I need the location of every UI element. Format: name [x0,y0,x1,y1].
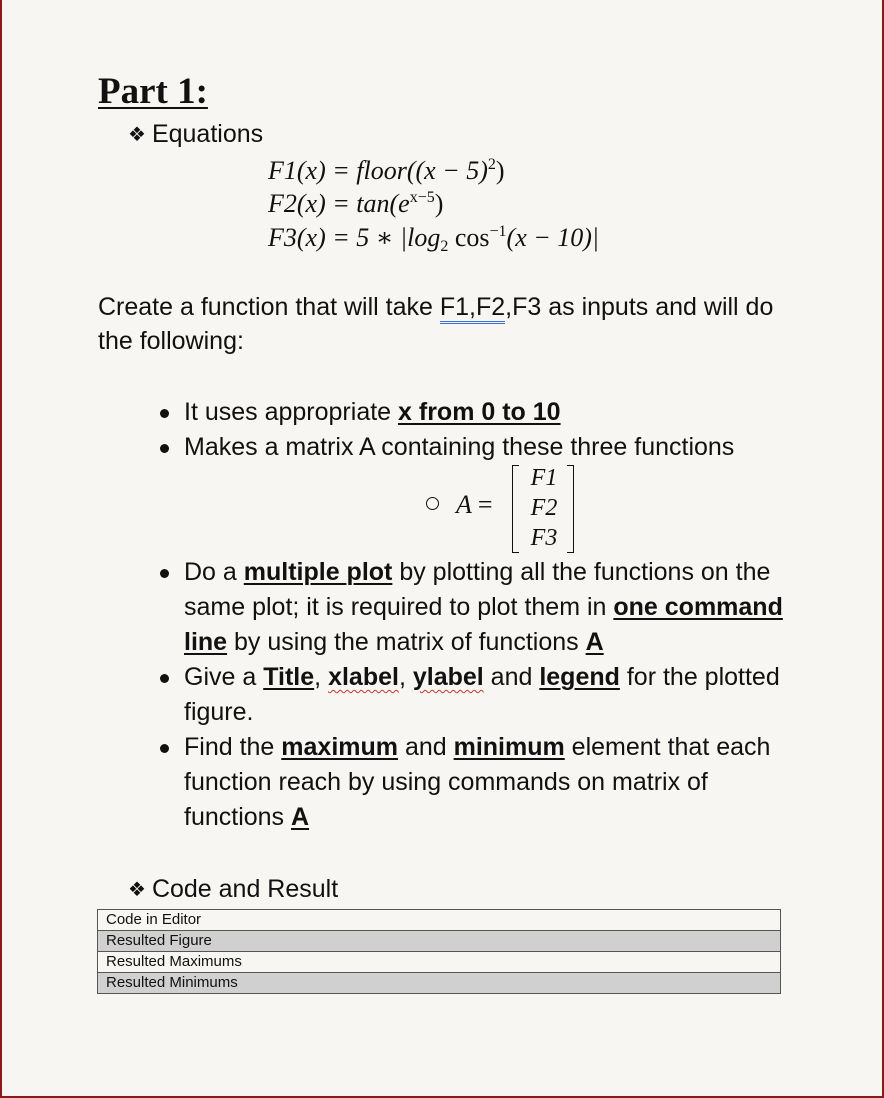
equation-f1 [268,156,505,186]
item-text: by using the matrix of functions [227,628,586,656]
equation-body: floor((x − 5) [356,156,488,185]
equation-sup: x−5 [409,189,435,206]
matrix-cell: F2 [530,495,558,521]
results-table [97,909,781,994]
emphasis-text: maximum [281,733,398,761]
item-text: , [314,663,329,691]
bullet-dot-icon [160,409,169,418]
item-text: Makes a matrix A containing these three functions [184,433,735,461]
section-label: Equations [151,120,264,148]
equation-sup: 2 [487,156,496,173]
bullet-dot-icon [160,744,169,753]
item-text: Do a [184,558,244,586]
matrix-cell: F3 [530,525,558,551]
right-bracket [567,465,574,553]
matrix-cell: F1 [530,465,558,491]
bullet-dot-icon [160,569,169,578]
item-text: for the plotted figure. [184,663,780,726]
equation-tail: cos [448,223,490,252]
item-text: Give a [184,663,264,691]
hollow-bullet-icon [426,497,439,510]
item-text: Find the [184,733,282,761]
emphasis-text: A [291,803,310,831]
equation-tail: (x − 10)| [506,223,600,252]
equation-lhs: F1(x) = [268,156,357,185]
table-row [98,931,781,952]
table-cell[interactable]: Resulted Minimums [98,973,781,994]
diamond-bullet-icon: ❖ [128,124,146,146]
intro-text: ,F3 as inputs and will do the following: [98,293,774,355]
left-bracket [512,465,519,553]
table-row [98,973,781,994]
matrix-lhs: A = [456,490,493,519]
table-row [98,952,781,973]
emphasis-text: minimum [453,733,565,761]
intro-text: Create a function that will take [98,293,440,321]
emphasis-text: legend [539,663,620,691]
item-text: element that each function reach by using commands on matrix of functions [184,733,771,831]
equation-tail: ) [434,189,444,218]
section-code-result [128,875,338,904]
spelling-flag[interactable]: ylabel [412,663,484,691]
intro-paragraph [98,290,798,358]
list-item [160,660,800,730]
emphasis-text: multiple plot [243,558,393,586]
emphasis-text: one command line [184,593,783,656]
item-text: It uses appropriate [184,398,399,426]
item-text: by plotting all the functions on the same plot; it is required to plot them in [184,558,771,621]
table-cell[interactable]: Resulted Figure [98,931,781,952]
section-label: Code and Result [151,875,339,903]
spelling-flag[interactable]: xlabel [328,663,399,691]
item-text: and [398,733,454,761]
requirements-list [160,395,800,835]
emphasis-text: A [585,628,604,656]
table-cell[interactable]: Resulted Maximums [98,952,781,973]
diamond-bullet-icon: ❖ [128,879,146,901]
equation-f2 [268,189,443,219]
matrix-equation [160,463,800,555]
grammar-flag[interactable]: F1,F2 [440,293,505,324]
equation-sup: −1 [489,223,507,240]
list-item [160,430,800,465]
list-item [160,730,800,835]
list-item [160,395,800,430]
item-text: and [483,663,540,691]
equation-lhs: F2(x) = tan(e [268,189,410,218]
page-title: Part 1: [98,71,208,112]
emphasis-text: x from 0 to 10 [398,398,561,426]
emphasis-text: Title [263,663,315,691]
item-text: , [398,663,413,691]
equation-sub: 2 [440,238,449,255]
bullet-dot-icon [160,444,169,453]
section-equations [128,120,263,149]
list-item [160,555,800,660]
table-cell[interactable]: Code in Editor [98,910,781,931]
table-row [98,910,781,931]
equation-lhs: F3(x) = 5 ∗ |log [268,223,441,252]
equation-f3 [268,223,599,256]
bullet-dot-icon [160,674,169,683]
equation-tail: ) [495,156,505,185]
matrix [512,463,574,553]
